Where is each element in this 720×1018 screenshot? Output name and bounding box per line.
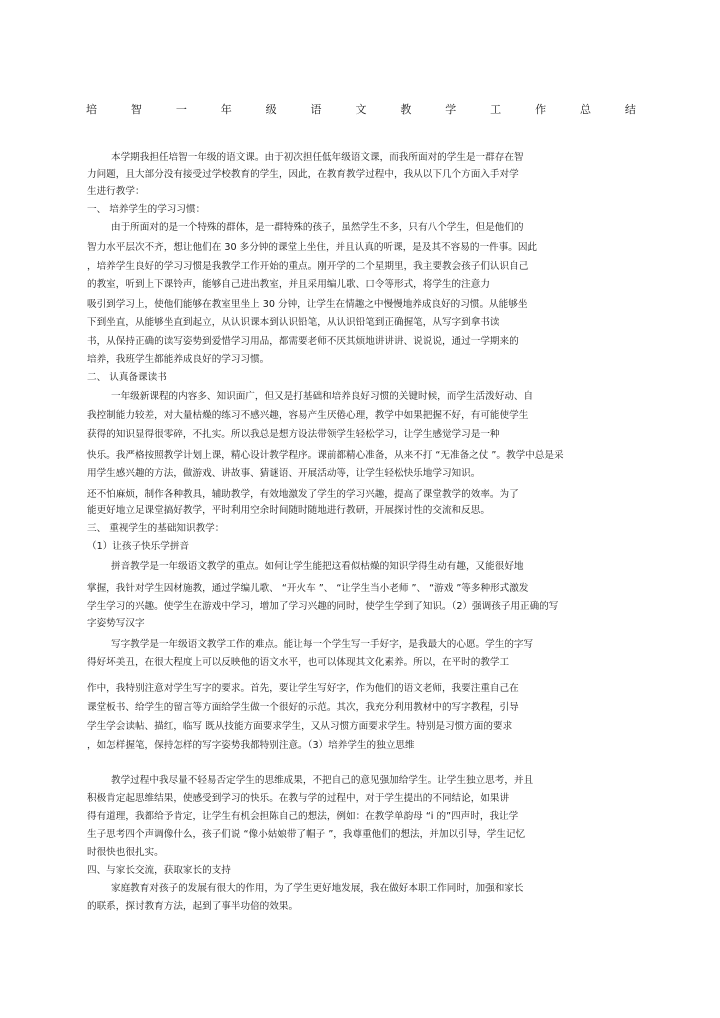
paragraph-line: 生子思考四个声调像什么，孩子们说 “像小姑娘带了帽子 ”，我尊重他们的想法，并加以引导，学生记忆 (87, 829, 526, 840)
document-title (86, 101, 636, 117)
title-char: 语 (310, 103, 322, 116)
paragraph-line: ，培养学生良好的学习习惯是我教学工作开始的重点。刚开学的二个星期里，我主要教会孩子们认识自己 (87, 261, 529, 272)
paragraph-line: 生进行教学： (87, 186, 145, 197)
paragraph-line: 培养，我班学生都能养成良好的学习习惯。 (87, 354, 270, 365)
paragraph-line: 我控制能力较差，对大量枯燥的练习不感兴趣，容易产生厌倦心理，教学中如果把握不好，有可能使学生 (87, 410, 529, 421)
paragraph-line: 的教室，听到上下课铃声，能够自己进出教室，并且采用编儿歌、口令等形式，将学生的注意力 (87, 279, 490, 290)
title-char: 工 (490, 103, 502, 116)
title-char: 级 (265, 103, 277, 116)
paragraph-line: 一年级新课程的内容多、知识面广，但又是打基础和培养良好习惯的关键时候，而学生活泼好动、自 (111, 391, 534, 402)
paragraph-line: 学生学习的兴趣。使学生在游戏中学习，增加了学习兴趣的同时，使学生学到了知识。（2）强调孩子用正确的写 (87, 601, 559, 612)
title-char: 教 (400, 103, 412, 116)
paragraph-line: 拼音教学是一年级语文教学的重点。如何让学生能把这看似枯燥的知识学得生动有趣，又能很好地 (111, 561, 524, 572)
paragraph-line: 的联系，探讨教育方法，起到了事半功倍的效果。 (87, 901, 299, 912)
paragraph-line: 书，从保持正确的读写姿势到爱惜学习用品，都需要老师不厌其烦地讲讲讲、说说说，通过一学期来的 (87, 336, 519, 347)
paragraph-line: 由于所面对的是一个特殊的群体，是一群特殊的孩子，虽然学生不多，只有八个学生，但是他们的 (111, 222, 524, 233)
paragraph-line: 得有道理，我都给予肯定，让学生有机会担陈自己的想法，例如：在教学单韵母 “i 的”四声时，我让学 (87, 811, 519, 822)
title-char: 结 (624, 103, 636, 116)
title-char: 学 (445, 103, 457, 116)
title-char: 一 (175, 103, 187, 116)
paragraph-line: 吸引到学习上，使他们能够在教室里坐上 30 分钟，让学生在情趣之中慢慢地养成良好的习惯。从能够坐 (87, 299, 528, 310)
paragraph-line: 能更好地立足课堂搞好教学，平时利用空余时间随时随地进行教研，开展探讨性的交流和反思。 (87, 505, 490, 516)
paragraph-line: 积极肯定起思维结果，使感受到学习的快乐。在教与学的过程中，对于学生提出的不同结论，如果讲 (87, 793, 510, 804)
paragraph-line: 字姿势写汉字 (87, 618, 145, 629)
title-char: 文 (355, 103, 367, 116)
paragraph-line: 获得的知识显得很零碎，不扎实。所以我总是想方设法带领学生轻松学习，让学生感觉学习是一种 (87, 429, 500, 440)
title-char: 作 (535, 103, 547, 116)
paragraph-line: 写字教学是一年级语文教学工作的难点。能让每一个学生写一手好字，是我最大的心愿。学生的字写 (111, 639, 534, 650)
paragraph-line: 时很快也很扎实。 (87, 847, 164, 858)
paragraph-line: 得好坏美丑，在很大程度上可以反映他的语文水平，也可以体现其文化素养。所以，在平时的教学工 (87, 657, 510, 668)
paragraph-line: 还不怕麻烦，制作各种教具，辅助教学，有效地激发了学生的学习兴趣，提高了课堂教学的效率。为了 (87, 489, 519, 500)
section-heading: 三、 重视学生的基础知识教学： (87, 523, 225, 534)
paragraph-line: 家庭教育对孩子的发展有很大的作用，为了学生更好地发展，我在做好本职工作同时，加强和家长 (111, 883, 524, 894)
paragraph-line: 本学期我担任培智一年级的语文课。由于初次担任低年级语文课，而我所面对的学生是一群存在智 (111, 152, 524, 163)
title-char: 智 (130, 103, 142, 116)
section-heading: 二、 认真备课读书 (87, 372, 167, 383)
paragraph-line: 教学过程中我尽量不轻易否定学生的思维成果，不把自己的意见强加给学生。让学生独立思考，并且 (111, 775, 534, 786)
paragraph-line: 学生学会读帖、描红，临写 既从技能方面要求学生，又从习惯方面要求学生。特别是习惯方面的要求 (87, 721, 513, 732)
paragraph-line: 下到坐直，从能够坐直到起立，从认识课本到认识铅笔，从认识铅笔到正确握笔，从写字到拿书读 (87, 317, 500, 328)
paragraph-line: 作中，我特别注意对学生写字的要求。首先，要让学生写好字，作为他们的语文老师，我要注重自己在 (87, 683, 519, 694)
paragraph-line: 课堂板书、给学生的留言等方面给学生做一个很好的示范。其次，我充分利用教材中的写字教程，引导 (87, 702, 519, 713)
title-char: 培 (86, 103, 97, 116)
title-char: 年 (220, 103, 232, 116)
title-char: 总 (579, 103, 591, 116)
section-heading: 四、与家长交流，获取家长的支持 (87, 865, 231, 876)
paragraph-line: 力问题，且大部分没有接受过学校教育的学生，因此，在教育教学过程中，我从以下几个方面入手对学 (87, 169, 519, 180)
section-heading: 一、 培养学生的学习习惯： (87, 204, 206, 215)
subsection-heading: （1）让孩子快乐学拼音 (87, 541, 190, 552)
paragraph-line: 掌握，我针对学生因材施教，通过学编儿歌、 “开火车 ”、 “让学生当小老师 ”、 “游戏 ”等多种形式激发 (87, 583, 529, 594)
paragraph-line: 用学生感兴趣的方法，做游戏、讲故事、猜谜语、开展活动等，让学生轻松快乐地学习知识。 (87, 468, 481, 479)
paragraph-line: 智力水平层次不齐，想让他们在 30 多分钟的课堂上坐住，并且认真的听课，是及其不容易的一件事。因此 (87, 242, 538, 253)
paragraph-line: ，如怎样握笔，保持怎样的写字姿势我都特别注意。（3）培养学生的独立思维 (87, 740, 415, 751)
paragraph-line: 快乐。我严格按照教学计划上课，精心设计教学程序。课前都精心准备，从来不打 “无准备之仗 ”。教学中总是采 (87, 450, 564, 461)
